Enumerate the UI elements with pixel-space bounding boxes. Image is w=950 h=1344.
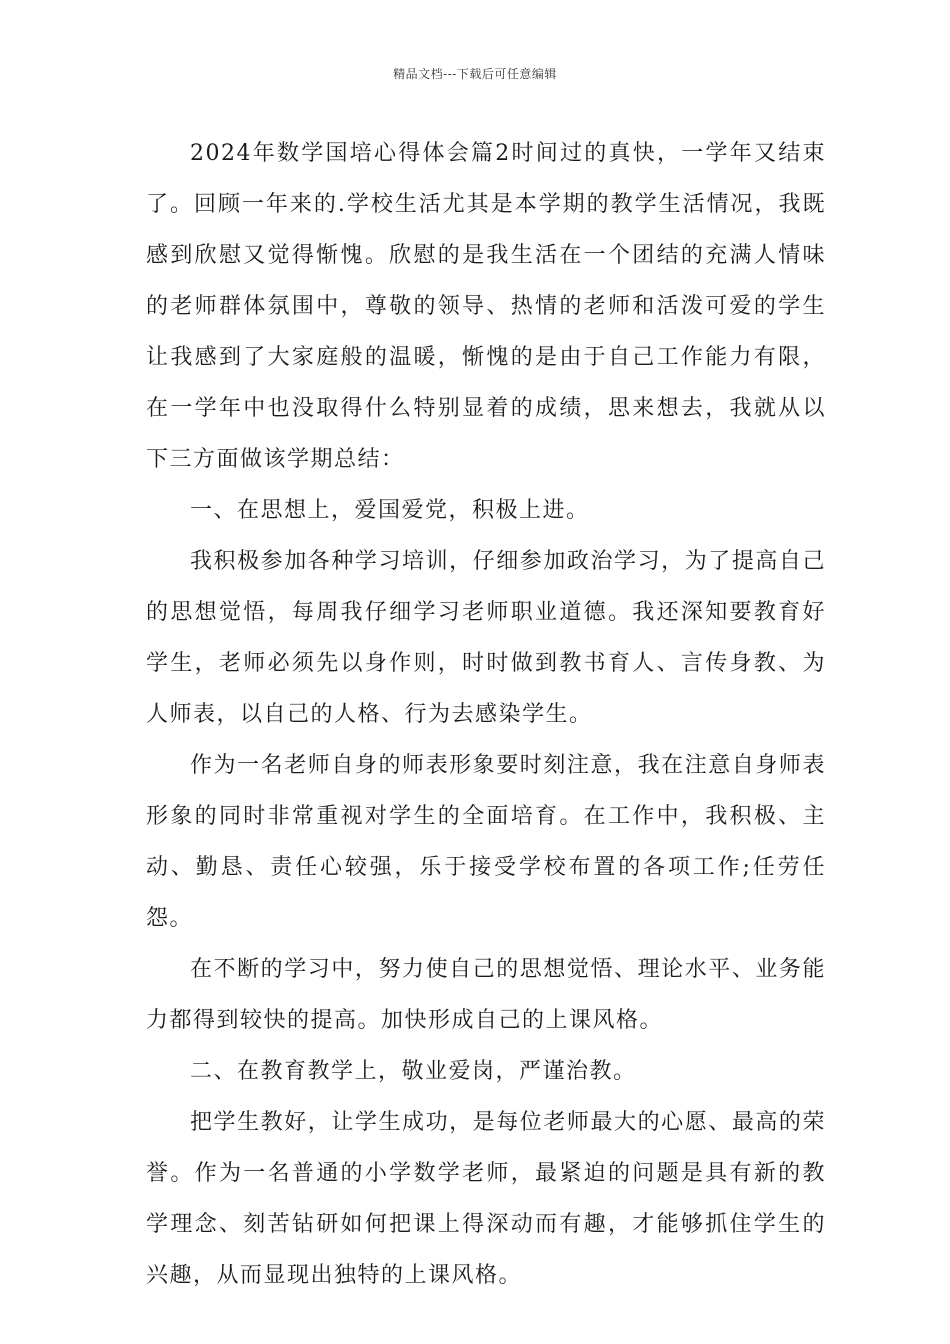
paragraph: 在不断的学习中，努力使自己的思想觉悟、理论水平、业务能力都得到较快的提高。加快形成自己的上课风格。 xyxy=(146,957,826,1033)
paragraph: 我积极参加各种学习培训，仔细参加政治学习，为了提高自己的思想觉悟，每周我仔细学习老师职业道德。我还深知要教育好学生，老师必须先以身作则，时时做到教书育人、言传身教、为人师表，以自己的人格、行为去感染学生。 xyxy=(146,549,826,727)
paragraph: 把学生教好，让学生成功，是每位老师最大的心愿、最高的荣誉。作为一名普通的小学数学老师，最紧迫的问题是具有新的教学理念、刻苦钻研如何把课上得深动而有趣，才能够抓住学生的兴趣，从而显现出独特的上课风格。 xyxy=(146,1110,826,1288)
document-body xyxy=(146,128,826,1301)
paragraph: 作为一名老师自身的师表形象要时刻注意，我在注意自身师表形象的同时非常重视对学生的全面培育。在工作中，我积极、主动、勤恳、责任心较强，乐于接受学校布置的各项工作;任劳任怨。 xyxy=(146,753,826,931)
paragraph-intro: 2024年数学国培心得体会篇2时间过的真快，一学年又结束了。回顾一年来的.学校生活尤其是本学期的教学生活情况，我既感到欣慰又觉得惭愧。欣慰的是我生活在一个团结的充满人情味的老师群体氛围中，尊敬的领导、热情的老师和活泼可爱的学生让我感到了大家庭般的温暖，惭愧的是由于自己工作能力有限，在一学年中也没取得什么特别显着的成绩，思来想去，我就从以下三方面做该学期总结： xyxy=(146,141,826,472)
section-heading-1: 一、在思想上，爱国爱党，积极上进。 xyxy=(190,498,590,523)
page-header: 精品文档---下载后可任意编辑 xyxy=(393,67,557,81)
section-heading-2: 二、在教育教学上，敬业爱岗，严谨治教。 xyxy=(190,1059,637,1084)
